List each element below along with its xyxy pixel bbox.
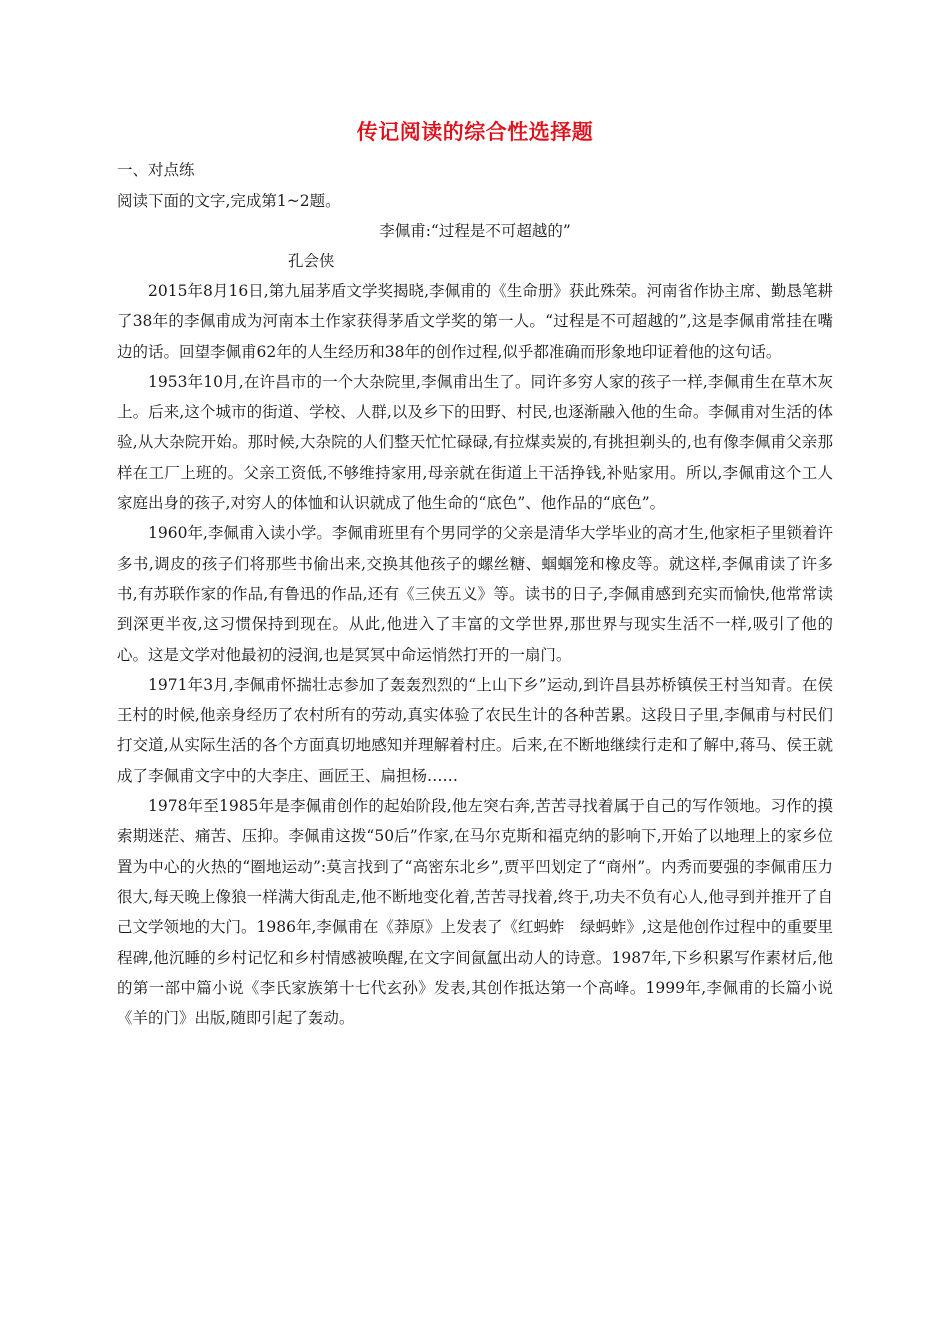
- paragraph: 1960年,李佩甫入读小学。李佩甫班里有个男同学的父亲是清华大学毕业的高才生,他家柜子里锁着许多书,调皮的孩子们将那些书偷出来,交换其他孩子的螺丝糖、蝈蝈笼和橡皮等。就这样,李佩甫读了许多书,有苏联作家的作品,有鲁迅的作品,还有《三侠五义》等。读书的日子,李佩甫感到充实而愉快,他常常读到深更半夜,这习惯保持到现在。从此,他进入了丰富的文学世界,那世界与现实生活不一样,吸引了他的心。这是文学对他最初的浸润,也是冥冥中命运悄然打开的一扇门。: [117, 524, 833, 664]
- paragraph: 2015年8月16日,第九届茅盾文学奖揭晓,李佩甫的《生命册》获此殊荣。河南省作协主席、勤恳笔耕了38年的李佩甫成为河南本土作家获得茅盾文学奖的第一人。“过程是不可超越的”,这是李佩甫常挂在嘴边的话。回望李佩甫62年的人生经历和38年的创作过程,似乎都准确而形象地印证着他的这句话。: [117, 282, 833, 361]
- article-body: [117, 276, 833, 1033]
- article-title: 李佩甫:“过程是不可超越的”: [379, 222, 571, 240]
- reading-instruction: 阅读下面的文字,完成第1~2题。: [117, 192, 341, 210]
- paragraph: 1953年10月,在许昌市的一个大杂院里,李佩甫出生了。同许多穷人家的孩子一样,李佩甫生在草木灰上。后来,这个城市的街道、学校、人群,以及乡下的田野、村民,也逐渐融入他的生命。李佩甫对生活的体验,从大杂院开始。那时候,大杂院的人们整天忙忙碌碌,有拉煤卖炭的,有挑担剃头的,也有像李佩甫父亲那样在工厂上班的。父亲工资低,不够维持家用,母亲就在街道上干活挣钱,补贴家用。所以,李佩甫这个工人家庭出身的孩子,对穷人的体恤和认识就成了他生命的“底色”、他作品的“底色”。: [117, 372, 833, 513]
- paragraph: 1971年3月,李佩甫怀揣壮志参加了轰轰烈烈的“上山下乡”运动,到许昌县苏桥镇侯王村当知青。在侯王村的时候,他亲身经历了农村所有的劳动,真实体验了农民生计的各种苦累。这段日子里,李佩甫与村民们打交道,从实际生活的各个方面真切地感知并理解着村庄。后来,在不断地继续行走和了解中,蒋马、侯王就成了李佩甫文字中的大李庄、画匠王、扁担杨……: [117, 675, 833, 785]
- section-heading: 一、对点练: [117, 161, 195, 179]
- paragraph: 1978年至1985年是李佩甫创作的起始阶段,他左突右奔,苦苦寻找着属于自己的写作领地。习作的摸索期迷茫、痛苦、压抑。李佩甫这拨“50后”作家,在马尔克斯和福克纳的影响下,开始了以地理上的家乡位置为中心的火热的“圈地运动”:莫言找到了“高密东北乡”,贾平凹划定了“商州”。内秀而要强的李佩甫压力很大,每天晚上像狼一样满大街乱走,他不断地变化着,苦苦寻找着,终于,功夫不负有心人,他寻到并推开了自己文学领地的大门。1986年,李佩甫在《莽原》上发表了《红蚂蚱 绿蚂蚱》,这是他创作过程中的重要里程碑,他沉睡的乡村记忆和乡村情感被唤醒,在文字间氤氲出动人的诗意。1987年,下乡积累写作素材后,他的第一部中篇小说《李氏家族第十七代玄孙》发表,其创作抵达第一个高峰。1999年,李佩甫的长篇小说《羊的门》出版,随即引起了轰动。: [117, 797, 833, 1028]
- document-title: 传记阅读的综合性选择题: [356, 119, 594, 144]
- article-author: 孔会侠: [288, 252, 335, 270]
